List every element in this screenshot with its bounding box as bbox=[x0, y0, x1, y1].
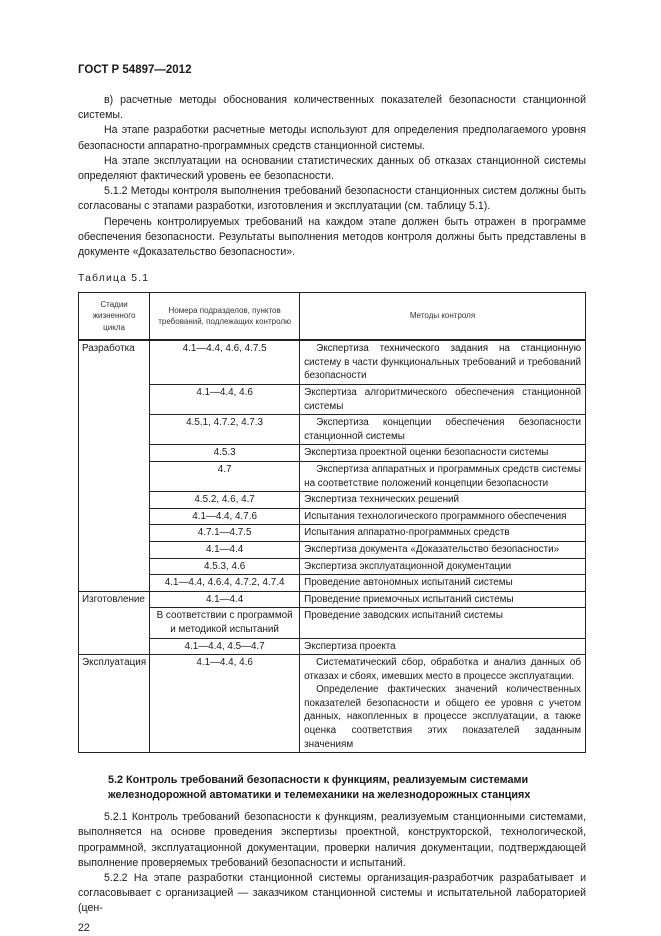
intro-text bbox=[78, 93, 586, 260]
table-row bbox=[79, 461, 586, 491]
page-content bbox=[78, 63, 586, 935]
numbers-cell: 4.1—4.4, 4.6 bbox=[150, 385, 300, 415]
method-text: Экспертиза эксплуатационной документации bbox=[304, 560, 512, 572]
numbers-cell: 4.1—4.4, 4.5—4.7 bbox=[150, 638, 300, 655]
paragraph: Перечень контролируемых требований на каждом этапе должен быть отражен в программе обеспечения безопасности. Результаты выполнения методов контроля должны быть представлены в документе «Доказательство безопасности». bbox=[78, 215, 586, 259]
table-row bbox=[79, 385, 586, 415]
paragraph: 5.1.2 Методы контроля выполнения требований безопасности станционных систем должны быть согласованы с этапами разработки, изготовления и эксплуатации (см. таблицу 5.1). bbox=[78, 185, 586, 213]
stage-cell bbox=[79, 541, 150, 558]
stage-cell bbox=[79, 525, 150, 542]
stage-cell: Изготовление bbox=[79, 591, 150, 608]
paragraph: 5.2.1 Контроль требований безопасности к функциям, реализуемым станционными системами, выполняется на основе проведения экспертизы проектной, конструкторской, технологической, программной, эксплуатационной документации, проверки наличия документации, подтверждающей выполнение проверяемых требований безопасности и испытаний. bbox=[78, 811, 586, 869]
table-row bbox=[79, 492, 586, 509]
table-row bbox=[79, 415, 586, 445]
methods-cell bbox=[300, 558, 586, 575]
stage-cell bbox=[79, 608, 150, 638]
numbers-cell: 4.7.1—4.7.5 bbox=[150, 525, 300, 542]
methods-cell bbox=[300, 445, 586, 462]
paragraph: в) расчетные методы обоснования количественных показателей безопасности станционной системы. bbox=[78, 94, 586, 122]
numbers-cell: 4.5.1, 4.7.2, 4.7.3 bbox=[150, 415, 300, 445]
table-row bbox=[79, 655, 586, 753]
method-text: Экспертиза аппаратных и программных средств системы на соответствие положений концепции безопасности bbox=[304, 463, 581, 489]
method-text: Экспертиза документа «Доказательство безопасности» bbox=[304, 543, 560, 555]
table-caption: Таблица 5.1 bbox=[78, 273, 150, 285]
numbers-cell: 4.1—4.4 bbox=[150, 541, 300, 558]
method-text: Экспертиза алгоритмического обеспечения станционной системы bbox=[304, 387, 581, 412]
method-text: Систематический сбор, обработка и анализ данных об отказах и сбоях, имевших место в процессе эксплуатации. bbox=[304, 657, 581, 682]
methods-cell bbox=[300, 541, 586, 558]
paragraph: На этапе эксплуатации на основании статистических данных об отказах станционной системы определяют фактический уровень ее безопасности. bbox=[78, 154, 586, 183]
stage-cell bbox=[79, 508, 150, 525]
stage-cell bbox=[79, 445, 150, 462]
table-row bbox=[79, 525, 586, 542]
method-text: Экспертиза проекта bbox=[304, 640, 396, 652]
numbers-cell: 4.1—4.4, 4.7.6 bbox=[150, 508, 300, 525]
methods-cell bbox=[300, 638, 586, 655]
method-text: Испытания аппаратно-программных средств bbox=[304, 527, 510, 539]
stage-cell bbox=[79, 415, 150, 445]
numbers-cell: 4.1—4.4, 4.6 bbox=[150, 655, 300, 753]
numbers-cell: 4.1—4.4, 4.6.4, 4.7.2, 4.7.4 bbox=[150, 575, 300, 592]
method-text: Экспертиза концепции обеспечения безопасности станционной системы bbox=[304, 417, 581, 442]
methods-cell bbox=[300, 492, 586, 509]
methods-cell bbox=[300, 385, 586, 415]
methods-cell bbox=[300, 655, 586, 753]
methods-cell bbox=[300, 415, 586, 445]
stage-cell bbox=[79, 461, 150, 491]
stage-cell bbox=[79, 492, 150, 509]
table-row bbox=[79, 445, 586, 462]
control-methods-table bbox=[78, 292, 586, 753]
numbers-cell: В соответствии с программой и методикой испытаний bbox=[150, 608, 300, 638]
stage-cell bbox=[79, 385, 150, 415]
methods-cell bbox=[300, 461, 586, 491]
header-stage: Стадии жизненного цикла bbox=[79, 293, 150, 341]
method-text: Проведение автономных испытаний системы bbox=[304, 577, 513, 589]
stage-cell bbox=[79, 638, 150, 655]
header-methods: Методы контроля bbox=[300, 293, 586, 341]
numbers-cell: 4.5.3 bbox=[150, 445, 300, 462]
method-text: Проведение приемочных испытаний системы bbox=[304, 593, 514, 605]
method-text: Испытания технологического программного обеспечения bbox=[304, 510, 567, 522]
table-row bbox=[79, 340, 586, 384]
method-text: Экспертиза технического задания на станционную систему в части функциональных требований и требований безопасности bbox=[304, 343, 581, 382]
stage-cell: Эксплуатация bbox=[79, 655, 150, 753]
numbers-cell: 4.7 bbox=[150, 461, 300, 491]
paragraph: 5.2.2 На этапе разработки станционной системы организация-разработчик разрабатывает и согласовывает с организацией — заказчиком станционной системы и испытательной лабораторией (цен- bbox=[78, 872, 586, 915]
methods-cell bbox=[300, 340, 586, 384]
stage-cell bbox=[79, 575, 150, 592]
methods-cell bbox=[300, 525, 586, 542]
table-row bbox=[79, 575, 586, 592]
stage-cell: Разработка bbox=[79, 340, 150, 384]
methods-cell bbox=[300, 508, 586, 525]
table-header-row bbox=[79, 293, 586, 341]
method-text: Экспертиза проектной оценки безопасности системы bbox=[304, 447, 549, 459]
numbers-cell: 4.1—4.4 bbox=[150, 591, 300, 608]
numbers-cell: 4.5.2, 4.6, 4.7 bbox=[150, 492, 300, 509]
section-title: 5.2 Контроль требований безопасности к функциям, реализуемым системами железнодорожной автоматики и телемеханики на железнодорожных станциях bbox=[108, 774, 531, 802]
table-row bbox=[79, 558, 586, 575]
numbers-cell: 4.5.3, 4.6 bbox=[150, 558, 300, 575]
methods-cell bbox=[300, 591, 586, 608]
stage-cell bbox=[79, 558, 150, 575]
table-row bbox=[79, 541, 586, 558]
table-row bbox=[79, 608, 586, 638]
methods-cell bbox=[300, 575, 586, 592]
table-row bbox=[79, 591, 586, 608]
page-number: 22 bbox=[78, 921, 90, 934]
table-row bbox=[79, 508, 586, 525]
numbers-cell: 4.1—4.4, 4.6, 4.7.5 bbox=[150, 340, 300, 384]
document-header: ГОСТ Р 54897—2012 bbox=[78, 64, 192, 76]
method-text: Проведение заводских испытаний системы bbox=[304, 610, 503, 622]
method-text: Определение фактических значений количественных показателей безопасности и общего ее уровня с учетом данных, накопленных в процессе эксплуатации, а также оценка соответствия этих показателей заданным значениям bbox=[304, 684, 581, 750]
header-numbers: Номера подразделов, пунктов требований, подлежащих контролю bbox=[150, 293, 300, 341]
methods-cell bbox=[300, 608, 586, 638]
section-text bbox=[78, 810, 586, 916]
method-text: Экспертиза технических решений bbox=[304, 494, 460, 506]
paragraph: На этапе разработки расчетные методы используют для определения предполагаемого уровня безопасности аппаратно-программных средств станционной системы. bbox=[78, 124, 586, 152]
table-row bbox=[79, 638, 586, 655]
